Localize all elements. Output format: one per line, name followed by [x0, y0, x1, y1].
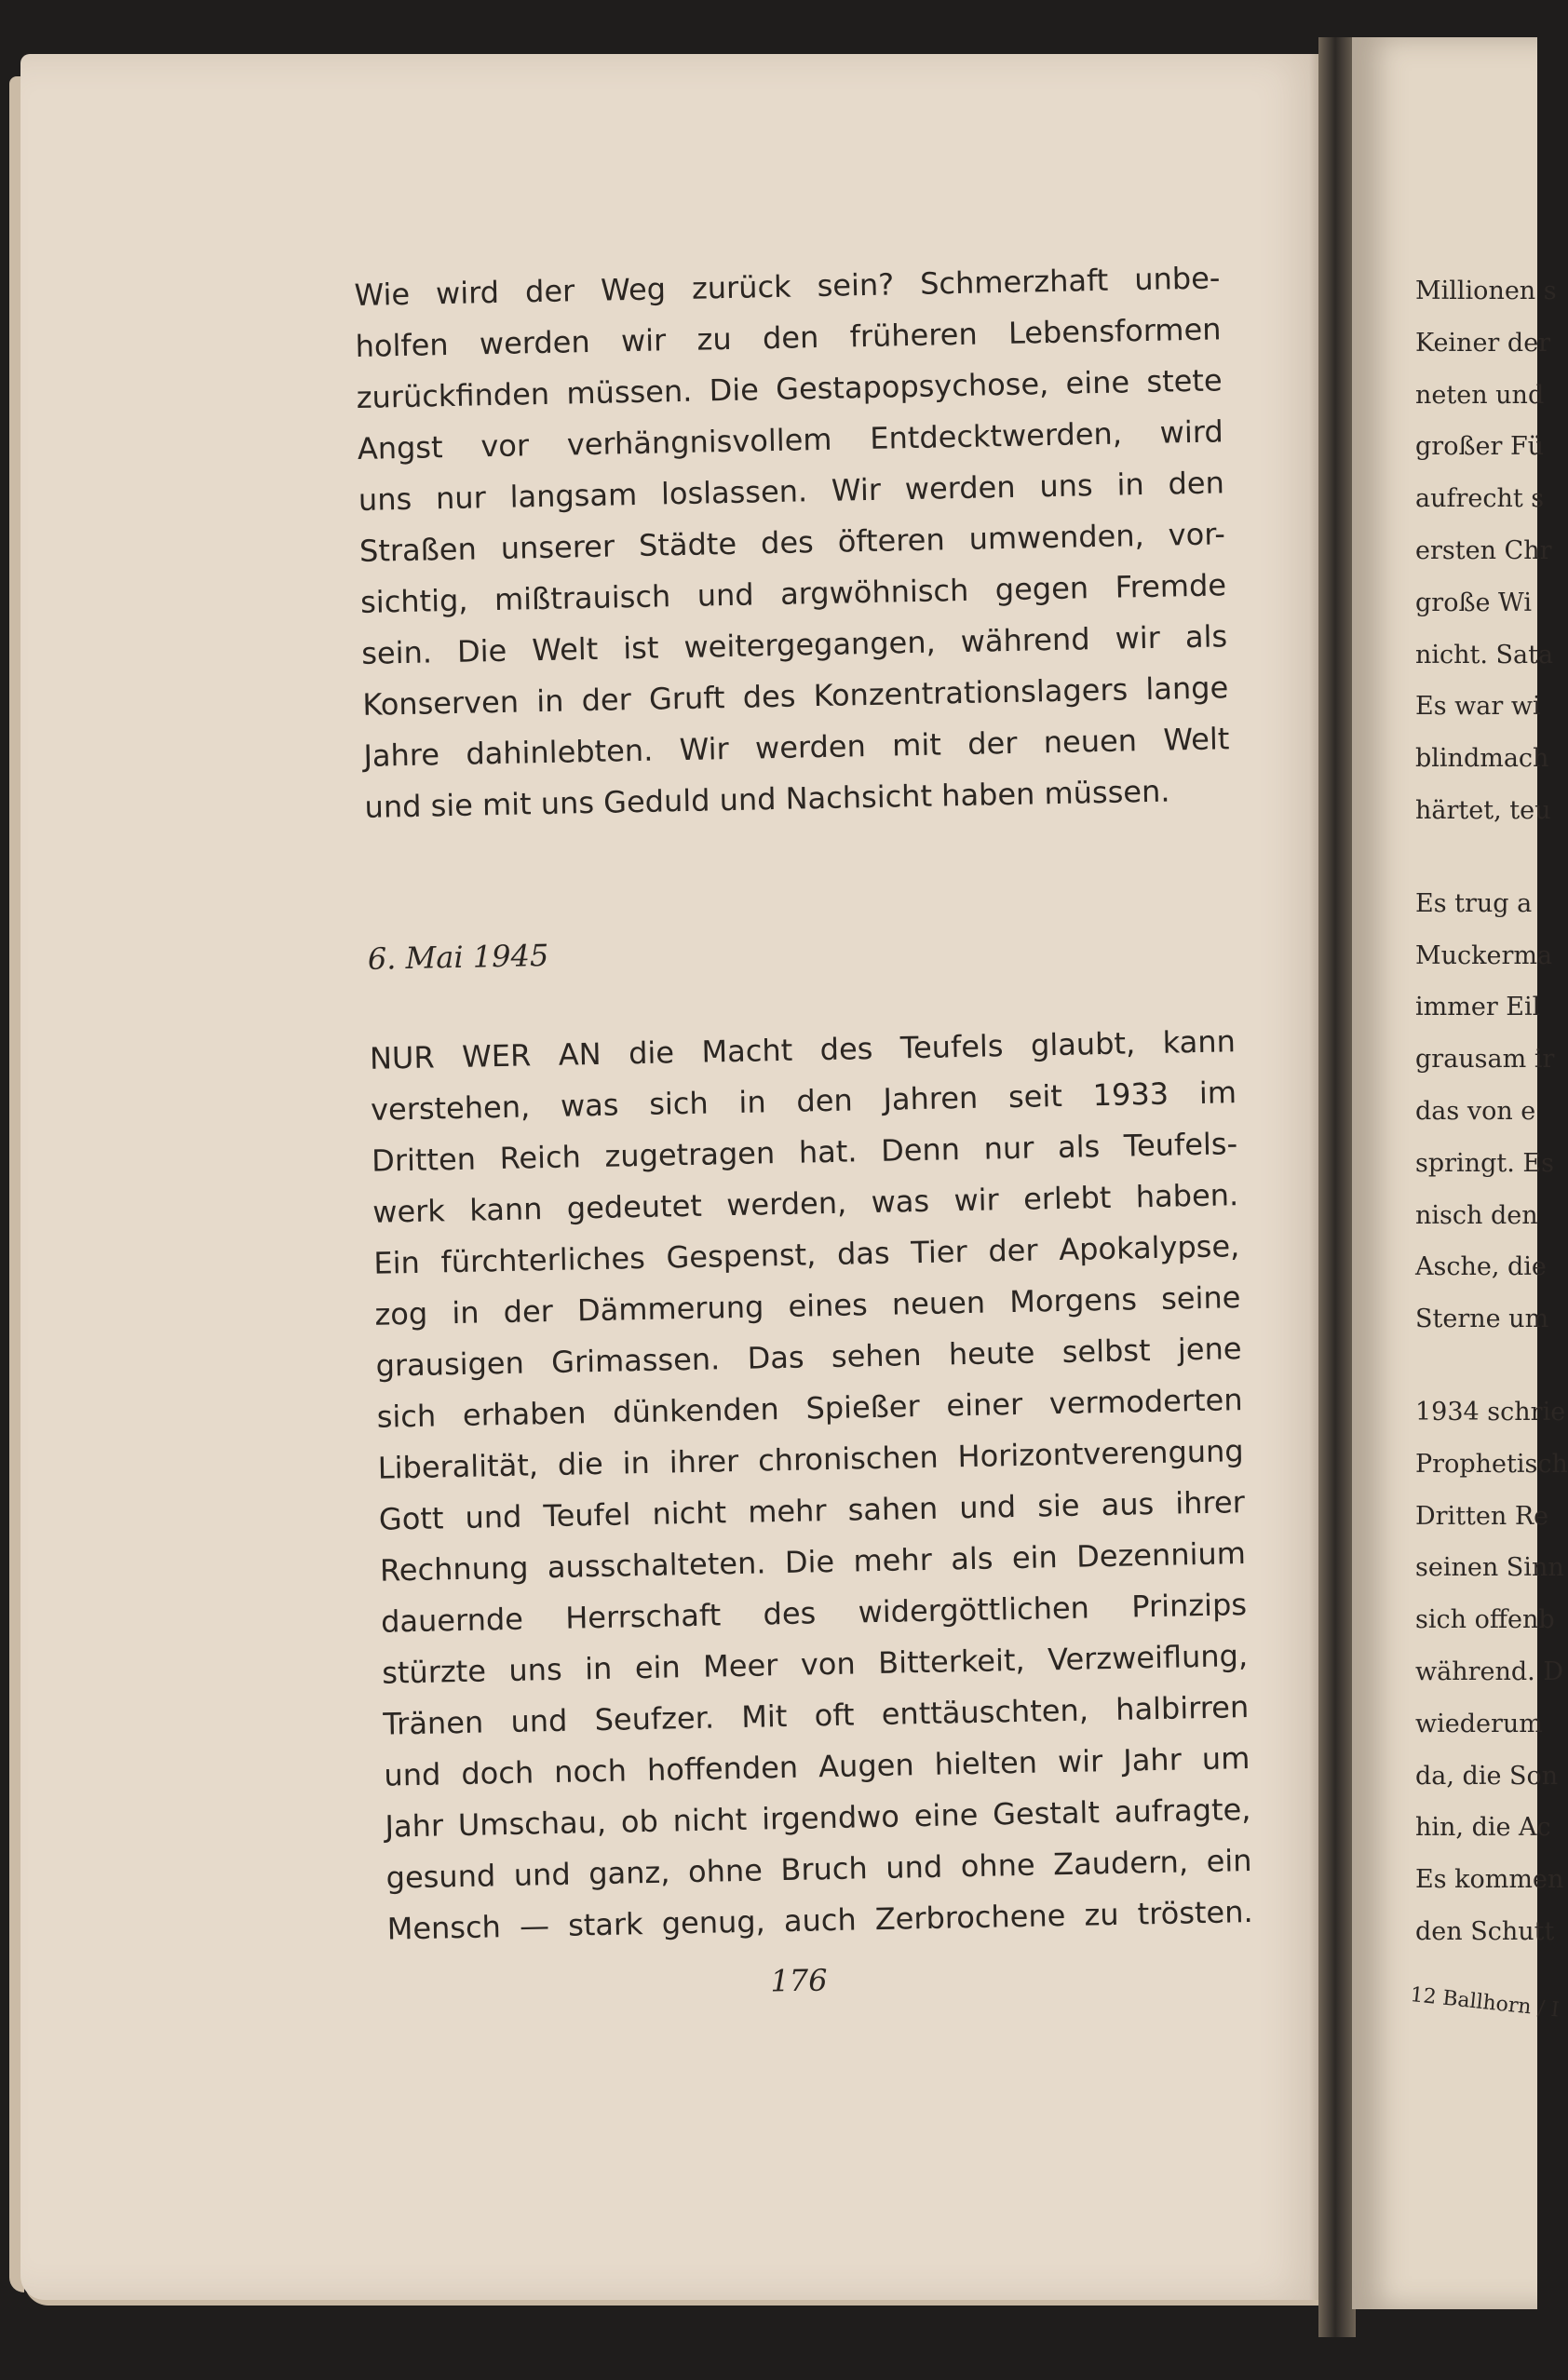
- text-line: Tränen und Seufzer. Mit oft enttäuschten, halbirren: [382, 1689, 1250, 1742]
- text-line: grausam ir: [1415, 1045, 1555, 1075]
- text-line: sich offenb: [1415, 1605, 1555, 1635]
- text-line: Jahre dahinlebten. Wir werden mit der neuen Welt: [363, 721, 1230, 774]
- text-line: Liberalität, die in ihrer chronischen Horizontverengung: [377, 1433, 1245, 1486]
- text-line: aufrecht s: [1415, 484, 1545, 514]
- text-line: Straßen unserer Städte des öfteren umwenden, vor-: [358, 516, 1226, 569]
- text-line: hin, die Ac: [1415, 1813, 1551, 1843]
- right-block-1: [1415, 265, 1557, 837]
- text-line: Mensch — stark genug, auch Zerbrochene zu trösten.: [386, 1893, 1253, 1947]
- text-line: zog in der Dämmerung eines neuen Morgens seine: [374, 1279, 1241, 1332]
- text-line: NUR WER AN die Macht des Teufels glaubt, kann: [369, 1023, 1237, 1076]
- text-line: springt. Es: [1415, 1148, 1554, 1178]
- paragraph-1: [354, 252, 1231, 833]
- text-line: holfen werden wir zu den früheren Lebensformen: [355, 311, 1222, 364]
- left-page-text: [354, 252, 1253, 1954]
- text-line: sein. Die Welt ist weitergegangen, während wir als: [360, 618, 1228, 671]
- text-line: während. D: [1415, 1657, 1563, 1686]
- text-line: stürzte uns in ein Meer von Bitterkeit, Verzweiflung,: [381, 1638, 1249, 1691]
- text-line: Gott und Teufel nicht mehr sahen und sie aus ihrer: [378, 1484, 1246, 1537]
- text-line: Dritten Reich zugetragen hat. Denn nur als Teufels-: [371, 1126, 1238, 1179]
- text-line: sich erhaben dünkenden Spießer einer vermoderten: [376, 1382, 1243, 1435]
- text-line: Sterne um: [1415, 1305, 1549, 1334]
- text-line: verstehen, was sich in den Jahren seit 1933 im: [370, 1075, 1237, 1128]
- text-line: und doch noch hoffenden Augen hielten wir Jahr um: [384, 1740, 1250, 1793]
- book-gutter: [1318, 37, 1356, 2337]
- text-line: und sie mit uns Geduld und Nachsicht haben müssen.: [364, 773, 1170, 825]
- text-line: nisch den: [1415, 1200, 1538, 1230]
- text-line: Keiner der: [1415, 328, 1551, 358]
- text-line: Es kommen: [1415, 1865, 1564, 1895]
- text-line: Rechnung ausschalteten. Die mehr als ein Dezennium: [379, 1535, 1247, 1589]
- text-line: werk kann gedeutet werden, was wir erlebt haben.: [372, 1177, 1239, 1230]
- text-line: dauernde Herrschaft des widergöttlichen Prinzips: [380, 1587, 1248, 1640]
- right-block-3: [1415, 1386, 1568, 1958]
- text-line: blindmach: [1415, 744, 1549, 774]
- text-line: neten und: [1415, 380, 1545, 410]
- text-line: Millionen s: [1415, 277, 1557, 305]
- text-line: da, die Son: [1415, 1761, 1559, 1791]
- text-line: gesund und ganz, ohne Bruch und ohne Zaudern, ein: [385, 1842, 1252, 1896]
- text-line: Jahr Umschau, ob nicht irgendwo eine Gestalt aufragte,: [385, 1792, 1251, 1845]
- text-line: Dritten Re: [1415, 1501, 1549, 1531]
- text-line: Wie wird der Weg zurück sein? Schmerzhaft unbe-: [354, 260, 1221, 313]
- text-line: Asche, die: [1415, 1252, 1547, 1282]
- text-line: wiederum: [1415, 1709, 1543, 1738]
- text-line: zurückfinden müssen. Die Gestapopsychose, eine stete: [356, 362, 1223, 415]
- text-line: Ein fürchterliches Gespenst, das Tier der Apokalypse,: [373, 1228, 1240, 1281]
- page-number: 176: [770, 1962, 828, 1999]
- text-line: große Wi: [1415, 588, 1532, 617]
- text-line: nicht. Sata: [1415, 640, 1554, 669]
- text-line: Es trug a: [1415, 888, 1533, 918]
- text-line: Muckerma: [1415, 940, 1553, 970]
- text-line: Es war wi: [1415, 692, 1541, 722]
- right-block-2: [1415, 878, 1555, 1346]
- text-line: 1934 schrie: [1415, 1397, 1566, 1427]
- text-line: Angst vor verhängnisvollem Entdecktwerden, wird: [357, 413, 1224, 467]
- right-page-text: [1415, 265, 1568, 1958]
- text-line: sichtig, mißtrauisch und argwöhnisch gegen Fremde: [359, 567, 1227, 620]
- right-page-footer: 12 Ballhorn / I: [1409, 1983, 1561, 2022]
- date-heading: 6. Mai 1945: [367, 937, 549, 977]
- text-line: großer Fü: [1415, 432, 1545, 462]
- text-line: immer Eil: [1415, 993, 1541, 1022]
- text-line: uns nur langsam loslassen. Wir werden uns in den: [358, 465, 1225, 518]
- text-line: Prophetisch: [1415, 1449, 1568, 1479]
- text-line: Konserven in der Gruft des Konzentrationslagers lange: [361, 669, 1229, 723]
- text-line: das von e: [1415, 1096, 1536, 1126]
- text-line: härtet, teu: [1415, 795, 1551, 825]
- text-line: grausigen Grimassen. Das sehen heute selbst jene: [375, 1331, 1242, 1384]
- text-line: seinen Sinn: [1415, 1553, 1564, 1583]
- text-line: den Schutt: [1415, 1916, 1555, 1946]
- text-line: ersten Chr: [1415, 535, 1552, 565]
- paragraph-2: [369, 1016, 1253, 1954]
